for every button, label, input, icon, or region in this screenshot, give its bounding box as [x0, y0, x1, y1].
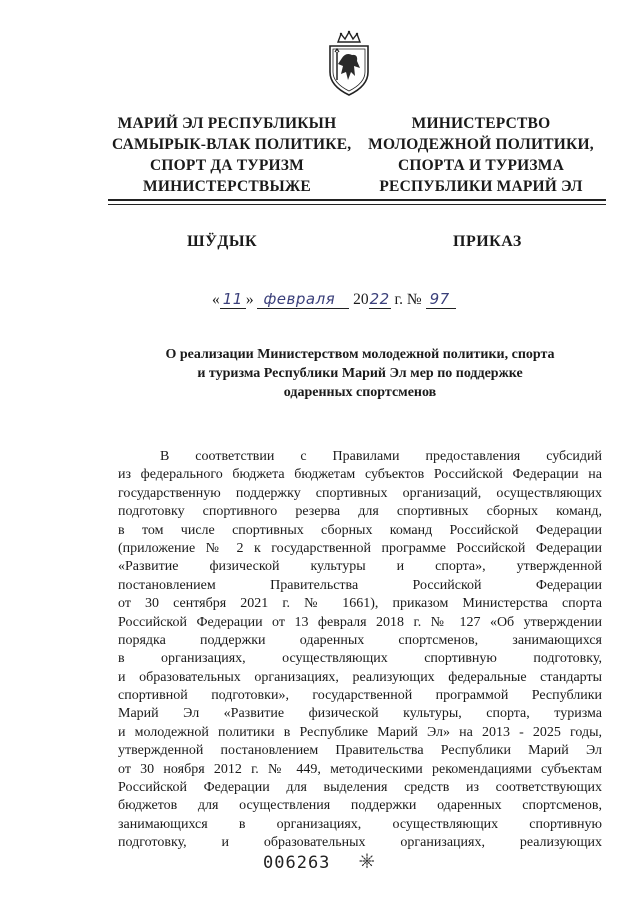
date-year-prefix: 20 [353, 291, 369, 308]
header-right-russian [366, 113, 596, 197]
body-line: государственную поддержку спортивных организаций, осуществляющих [118, 485, 602, 501]
date-year-suffix: 22 [369, 290, 390, 308]
date-open-quote: « [212, 291, 220, 308]
date-day: 11 [220, 291, 246, 309]
header-divider-thin [108, 204, 606, 205]
body-line: Российской Федерации от 13 февраля 2018 г. № 127 «Об утверждении [118, 614, 602, 630]
body-line: постановлением Правительства Российской Федерации [118, 577, 602, 593]
serial-number: 006263 [263, 853, 331, 873]
doc-type-mari: ШӰДЫК [187, 233, 258, 250]
body-line: подготовку спортивного резерва для спортивных сборных команд, [118, 504, 602, 520]
header-left-line: МАРИЙ ЭЛ РЕСПУБЛИКЫН [117, 115, 337, 132]
order-subject [120, 345, 600, 402]
body-line: занимающихся в организациях, осуществляющих спортивную [118, 816, 602, 832]
body-line: Марий Эл «Развитие физической культуры, спорта, туризма [118, 706, 602, 722]
body-line: В соответствии с Правилами предоставления субсидий [160, 449, 602, 464]
body-line: утвержденной постановлением Правительства Республики Марий Эл [118, 743, 602, 759]
subject-line: О реализации Министерством молодежной политики, спорта [165, 347, 555, 362]
body-line: подготовку, и образовательных организациях, реализующих [118, 835, 602, 851]
date-line [212, 291, 456, 309]
header-right-line: МИНИСТЕРСТВО [411, 115, 551, 132]
date-close-quote: » [245, 291, 254, 308]
body-line: от 30 ноября 2012 г. № 449, методическими рекомендациями субъектам [118, 761, 602, 777]
order-body-text [118, 448, 602, 853]
doc-type-russian: ПРИКАЗ [453, 233, 522, 250]
subject-line: и туризма Республики Марий Эл мер по поддержке [197, 366, 523, 381]
coat-of-arms-icon [324, 28, 374, 98]
subject-line: одаренных спортсменов [283, 385, 437, 400]
header-left-mari [112, 113, 352, 197]
header-right-line: РЕСПУБЛИКИ МАРИЙ ЭЛ [379, 178, 583, 195]
date-year-tail: г. № [390, 291, 422, 308]
body-line: бюджетов для осуществления поддержки одаренных спортсменов, [118, 798, 602, 814]
body-line: «Развитие физической культуры и спорта», утвержденной [118, 559, 602, 575]
header-left-line: СПОРТ ДА ТУРИЗМ [150, 157, 304, 174]
header-right-line: СПОРТА И ТУРИЗМА [398, 157, 564, 174]
body-line: спортивной подготовки», государственной программой Республики [118, 688, 602, 704]
body-line: в том числе спортивных сборных команд Российской Федерации [118, 522, 602, 538]
body-line: и образовательных организациях, реализующих федеральные стандарты [118, 669, 602, 685]
body-line: Российской Федерации для выделения средств из соответствующих [118, 780, 602, 796]
body-line: в организациях, осуществляющих спортивную подготовку, [118, 651, 602, 667]
order-number: 97 [426, 291, 456, 309]
asterisk-mark-icon [358, 852, 376, 870]
body-line: и молодежной политики в Республике Марий Эл» на 2013 - 2025 годы, [118, 724, 602, 740]
date-month: февраля [257, 291, 349, 309]
header-left-line: МИНИСТЕРСТВЫЖЕ [143, 178, 311, 195]
body-line: из федерального бюджета бюджетам субъектов Российской Федерации на [118, 467, 602, 483]
header-divider-thick [108, 199, 606, 201]
body-line: от 30 сентября 2021 г. № 1661), приказом Министерства спорта [118, 596, 602, 612]
body-line: порядка поддержки одаренных спортсменов, занимающихся [118, 632, 602, 648]
header-left-line: САМЫРЫК-ВЛАК ПОЛИТИКЕ, [112, 136, 352, 153]
header-right-line: МОЛОДЕЖНОЙ ПОЛИТИКИ, [368, 136, 594, 153]
body-line: (приложение № 2 к государственной программе Российской Федерации [118, 540, 602, 556]
